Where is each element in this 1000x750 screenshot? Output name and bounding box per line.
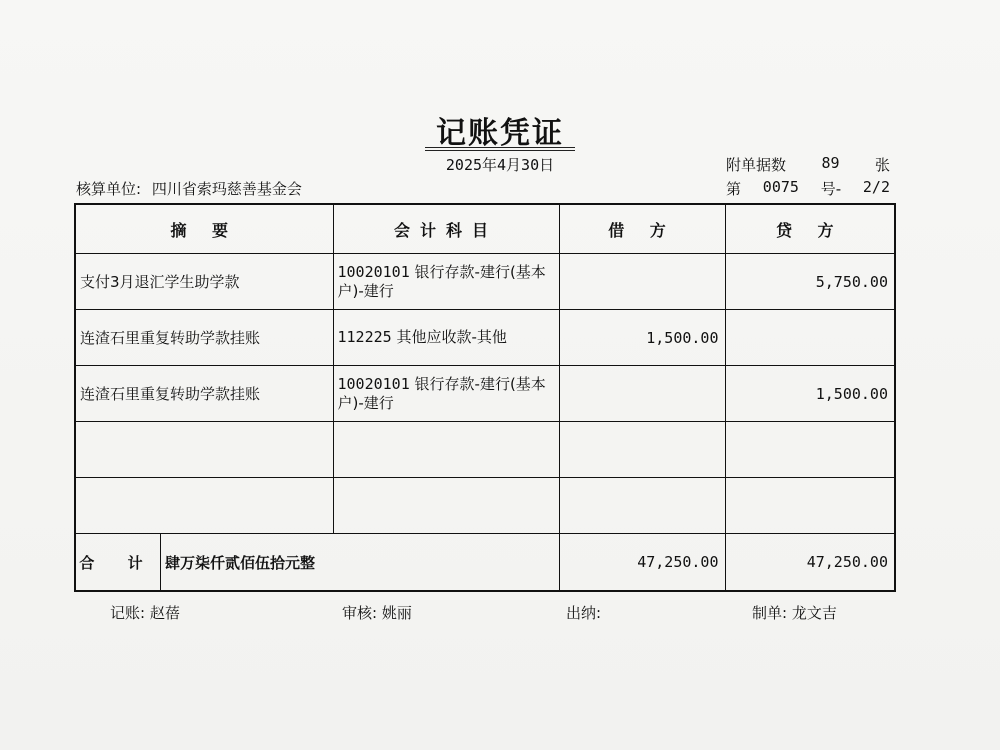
voucher-date: 2025年4月30日: [445, 156, 555, 174]
col-account-header: 会计科目: [333, 204, 559, 254]
row-summary: 连渣石里重复转助学款挂账: [75, 366, 333, 422]
table-row: [75, 366, 895, 422]
row-account: [333, 366, 559, 422]
attachments-unit: 张: [874, 156, 890, 174]
row-account-code: 10020101: [337, 374, 410, 393]
table-row: [75, 254, 895, 310]
table-row: [75, 422, 895, 478]
row-account: [333, 254, 559, 310]
row-account: [333, 310, 559, 366]
voucher-no-prefix: 第: [726, 180, 742, 198]
table-header-row: [75, 204, 895, 254]
row-account-code: 112225: [337, 328, 392, 346]
row-account: [333, 422, 559, 478]
col-debit-header: 借 方: [559, 204, 725, 254]
row-credit: [725, 422, 895, 478]
unit-label: 核算单位:: [76, 180, 142, 198]
total-label-cell: [75, 534, 559, 592]
attachments-count: 89: [821, 154, 840, 172]
row-account: [333, 478, 559, 534]
total-label: 合 计: [76, 534, 161, 590]
voucher-no-suffix: 号-: [820, 180, 842, 198]
row-account-name: 银行存款-建行(基本户)-建行: [337, 262, 546, 300]
row-debit: [559, 366, 725, 422]
voucher-table: [74, 203, 896, 592]
row-summary: [75, 478, 333, 534]
row-credit: 5,750.00: [725, 254, 895, 310]
row-account-name: 其他应收款-其他: [396, 328, 507, 346]
attachments-info: [726, 154, 890, 175]
voucher-no-page: 2/2: [862, 178, 890, 196]
row-summary: 连渣石里重复转助学款挂账: [75, 310, 333, 366]
row-credit: [725, 310, 895, 366]
cashier-signature: 出纳:: [566, 604, 602, 622]
row-summary: 支付3月退汇学生助学款: [75, 254, 333, 310]
unit-name: 四川省索玛慈善基金会: [151, 180, 302, 198]
total-row: [75, 534, 895, 592]
row-summary: [75, 422, 333, 478]
row-credit: [725, 478, 895, 534]
col-summary-header: 摘 要: [75, 204, 333, 254]
attachments-label: 附单据数: [726, 156, 787, 174]
reviewer-signature: 审核: 姚丽: [342, 604, 412, 622]
total-debit: 47,250.00: [559, 534, 725, 592]
table-row: [75, 478, 895, 534]
voucher-number: [726, 178, 890, 199]
bookkeeper-signature: 记账: 赵蓓: [110, 604, 180, 622]
table-row: [75, 310, 895, 366]
row-debit: [559, 422, 725, 478]
title-underline: [425, 147, 575, 151]
col-credit-header: 贷 方: [725, 204, 895, 254]
preparer-signature: 制单: 龙文吉: [752, 604, 837, 622]
row-debit: [559, 478, 725, 534]
row-account-code: 10020101: [337, 262, 410, 281]
row-account-name: 银行存款-建行(基本户)-建行: [337, 374, 546, 412]
row-debit: [559, 254, 725, 310]
row-debit: 1,500.00: [559, 310, 725, 366]
total-credit: 47,250.00: [725, 534, 895, 592]
voucher-no-number: 0075: [762, 178, 799, 196]
total-amount-words: 肆万柒仟贰佰伍拾元整: [165, 553, 316, 572]
row-credit: 1,500.00: [725, 366, 895, 422]
voucher-title: 记账凭证: [436, 116, 564, 151]
accounting-unit: [76, 178, 302, 199]
